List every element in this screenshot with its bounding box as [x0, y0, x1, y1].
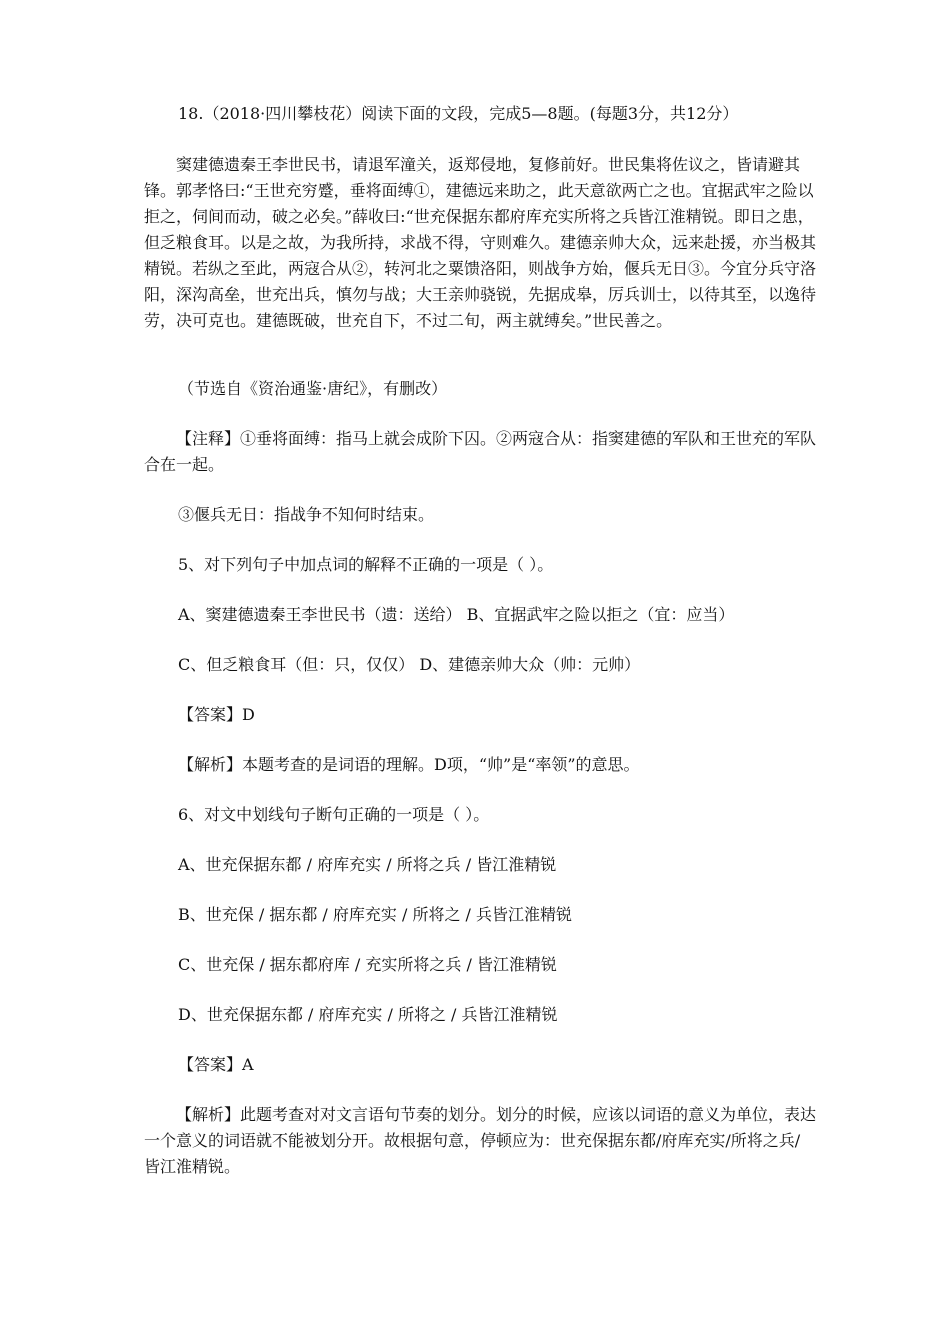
notes-line-2: ③偃兵无日：指战争不知何时结束。 [178, 505, 435, 524]
q5-options-ab: A、窦建德遗秦王李世民书（遗：送给） B、宜据武牢之险以拒之（宜：应当） [178, 605, 735, 624]
question-title: 18.（2018·四川攀枝花）阅读下面的文段，完成5—8题。(每题3分，共12分） [178, 104, 739, 123]
notes-line-1: 【注释】①垂将面缚：指马上就会成阶下囚。②两寇合从：指窦建德的军队和王世充的军队合在一起。 [144, 429, 817, 474]
q6-analysis: 【解析】此题考查对对文言语句节奏的划分。划分的时候，应该以词语的意义为单位，表达一个意义的词语就不能被划分开。故根据句意，停顿应为：世充保据东都/府库充实/所将之兵/皆江淮精锐。 [144, 1105, 817, 1176]
q5-answer: 【答案】D [178, 705, 255, 724]
q6-option-c: C、世充保 / 据东都府库 / 充实所将之兵 / 皆江淮精锐 [178, 955, 557, 974]
passage-source: （节选自《资治通鉴·唐纪》，有删改） [178, 379, 448, 398]
q5-analysis: 【解析】本题考查的是词语的理解。D项，“帅”是“率领”的意思。 [178, 755, 640, 774]
passage-text: 窦建德遗秦王李世民书，请退军潼关，返郑侵地，复修前好。世民集将佐议之，皆请避其锋。郭孝恪曰:“王世充穷蹙，垂将面缚①，建德远来助之，此天意欲两亡之也。宜据武牢之险以拒之，伺间而动，破之必矣。”薛收曰:“世充保据东都府库充实所将之兵皆江淮精锐。即日之患，但乏粮食耳。以是之故，为我所持，求战不得，守则难久。建德亲帅大众，远来赴援，亦当极其精锐。若纵之至此，两寇合从②，转河北之粟馈洛阳，则战争方始，偃兵无日③。今宜分兵守洛阳，深沟高垒，世充出兵，慎勿与战；大王亲帅骁锐，先据成皋，厉兵训士，以待其至，以逸待劳，决可克也。建德既破，世充自下，不过二旬，两主就缚矣。”世民善之。 [144, 155, 817, 330]
q5-options-cd: C、但乏粮食耳（但：只，仅仅） D、建德亲帅大众（帅：元帅） [178, 655, 641, 674]
q6-stem: 6、对文中划线句子断句正确的一项是（ ）。 [178, 805, 490, 824]
q6-option-b: B、世充保 / 据东都 / 府库充实 / 所将之 / 兵皆江淮精锐 [178, 905, 573, 924]
q6-option-d: D、世充保据东都 / 府库充实 / 所将之 / 兵皆江淮精锐 [178, 1005, 558, 1024]
q6-answer: 【答案】A [178, 1055, 254, 1074]
q6-option-a: A、世充保据东都 / 府库充实 / 所将之兵 / 皆江淮精锐 [178, 855, 557, 874]
q5-stem: 5、对下列句子中加点词的解释不正确的一项是（ ）。 [178, 555, 554, 574]
